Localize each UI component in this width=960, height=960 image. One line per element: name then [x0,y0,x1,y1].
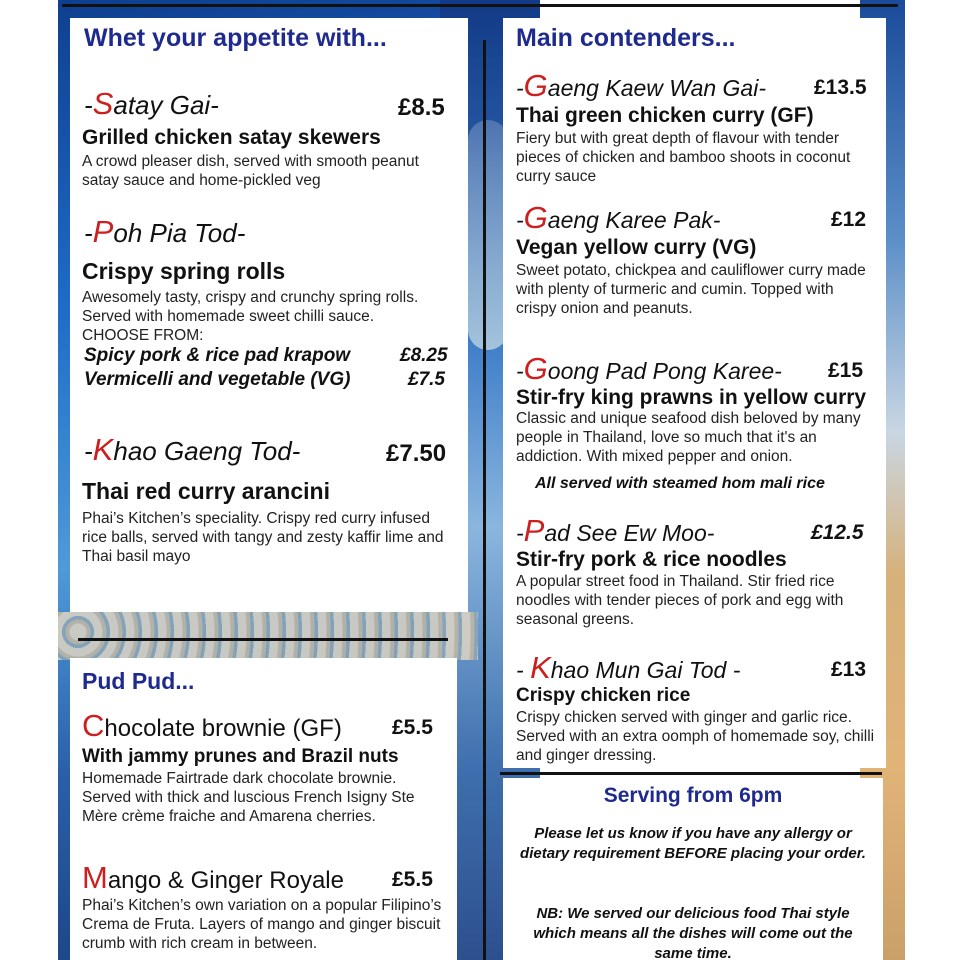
notes-panel [503,778,883,960]
subtitle-gaeng-karee-pak: Vegan yellow curry (VG) [516,236,757,259]
subtitle-pad-see-ew-moo: Stir-fry pork & rice noodles [516,548,787,571]
subtitle-goong-pad-pong-karee: Stir-fry king prawns in yellow curry [516,386,867,409]
left-section-divider [78,638,448,641]
price-gaeng-karee-pak: £12 [831,208,867,231]
desc-mango-ginger-royale: Phai’s Kitchen’s own variation on a popular Filipino’s Crema de Fruta. Layers of mango and ginger biscuit crumb with rich cream in between. [82,897,442,952]
top-divider [62,4,898,7]
choose-from-label: CHOOSE FROM: [82,327,204,344]
subtitle-satay-gai: Grilled chicken satay skewers [82,126,381,149]
subtitle-poh-pia-tod: Crispy spring rolls [82,258,286,284]
option-vermicelli: Vermicelli and vegetable (VG) [84,369,351,390]
price-khao-mun-gai-tod: £13 [831,658,867,681]
dish-name-goong-pad-pong-karee: -Goong Pad Pong Karee- [516,351,782,386]
price-gaeng-kaew-wan-gai: £13.5 [814,76,867,99]
subtitle-gaeng-kaew-wan-gai: Thai green chicken curry (GF) [516,104,814,127]
dish-name-gaeng-karee-pak: -Gaeng Karee Pak- [516,200,721,235]
desc-khao-gaeng-tod: Phai’s Kitchen’s speciality. Crispy red curry infused rice balls, served with tangy and zesty kaffir lime and Thai basil mayo [82,510,444,565]
dish-name-chocolate-brownie: Chocolate brownie (GF) [82,708,342,743]
dish-name-khao-gaeng-tod: -Khao Gaeng Tod- [84,432,301,467]
subtitle-chocolate-brownie: With jammy prunes and Brazil nuts [82,746,399,767]
desc-goong-pad-pong-karee: Classic and unique seafood dish beloved by many people in Thailand, love so much that it's an addiction. With mixed pepper and onion. [516,410,861,465]
mains-heading: Main contenders... [516,24,736,52]
mains-panel [503,18,886,768]
option-price-vermicelli: £7.5 [408,369,445,390]
desc-gaeng-kaew-wan-gai: Fiery but with great depth of flavour with tender pieces of chicken and bamboo shoots in coconut curry sauce [516,130,851,185]
serving-time: Serving from 6pm [603,784,783,807]
allergy-note: Please let us know if you have any allergy or dietary requirement BEFORE placing your order. [520,825,866,862]
starters-heading: Whet your appetite with... [84,24,387,52]
background-pebbles [58,612,478,660]
nb-note: NB: We served our delicious food Thai style which means all the dishes will come out the same time. [533,905,853,960]
dish-name-satay-gai: -Satay Gai- [84,86,219,121]
right-section-divider [500,772,882,775]
desc-satay-gai: A crowd pleaser dish, served with smooth peanut satay sauce and home-pickled veg [82,153,419,189]
background-glass [468,120,508,350]
puds-heading: Pud Pud... [82,668,195,694]
price-mango-ginger-royale: £5.5 [392,868,433,891]
desc-khao-mun-gai-tod: Crispy chicken served with ginger and garlic rice. Served with an extra oomph of homemade soy, chilli and ginger dressing. [516,709,875,764]
price-khao-gaeng-tod: £7.50 [386,440,447,467]
desc-gaeng-karee-pak: Sweet potato, chickpea and cauliflower curry made with plenty of turmeric and cumin. Topped with crispy onion and peanuts. [516,262,866,317]
dish-name-pad-see-ew-moo: -Pad See Ew Moo- [516,513,715,548]
desc-pad-see-ew-moo: A popular street food in Thailand. Stir fried rice noodles with tender pieces of pork and egg with seasonal greens. [516,573,844,628]
dish-name-mango-ginger-royale: Mango & Ginger Royale [82,860,344,895]
starters-panel [70,18,468,612]
rice-note: All served with steamed hom mali rice [535,475,825,492]
price-goong-pad-pong-karee: £15 [828,359,864,382]
option-spicy-pork: Spicy pork & rice pad krapow [84,345,351,366]
vertical-divider [483,40,486,960]
price-satay-gai: £8.5 [398,94,445,121]
dish-name-poh-pia-tod: -Poh Pia Tod- [84,214,246,249]
subtitle-khao-mun-gai-tod: Crispy chicken rice [516,685,691,706]
price-chocolate-brownie: £5.5 [392,716,433,739]
dish-name-khao-mun-gai-tod: - Khao Mun Gai Tod - [516,650,741,685]
puds-panel [70,658,457,960]
price-pad-see-ew-moo: £12.5 [811,521,864,544]
desc-chocolate-brownie: Homemade Fairtrade dark chocolate brownie. Served with thick and luscious French Isigny Ste Mère crème fraiche and Amarena cherries. [82,770,415,825]
subtitle-khao-gaeng-tod: Thai red curry arancini [82,478,330,504]
option-price-spicy-pork: £8.25 [400,345,448,366]
desc-poh-pia-tod: Awesomely tasty, crispy and crunchy spring rolls. Served with homemade sweet chilli sauce. [82,289,419,325]
dish-name-gaeng-kaew-wan-gai: -Gaeng Kaew Wan Gai- [516,68,766,103]
